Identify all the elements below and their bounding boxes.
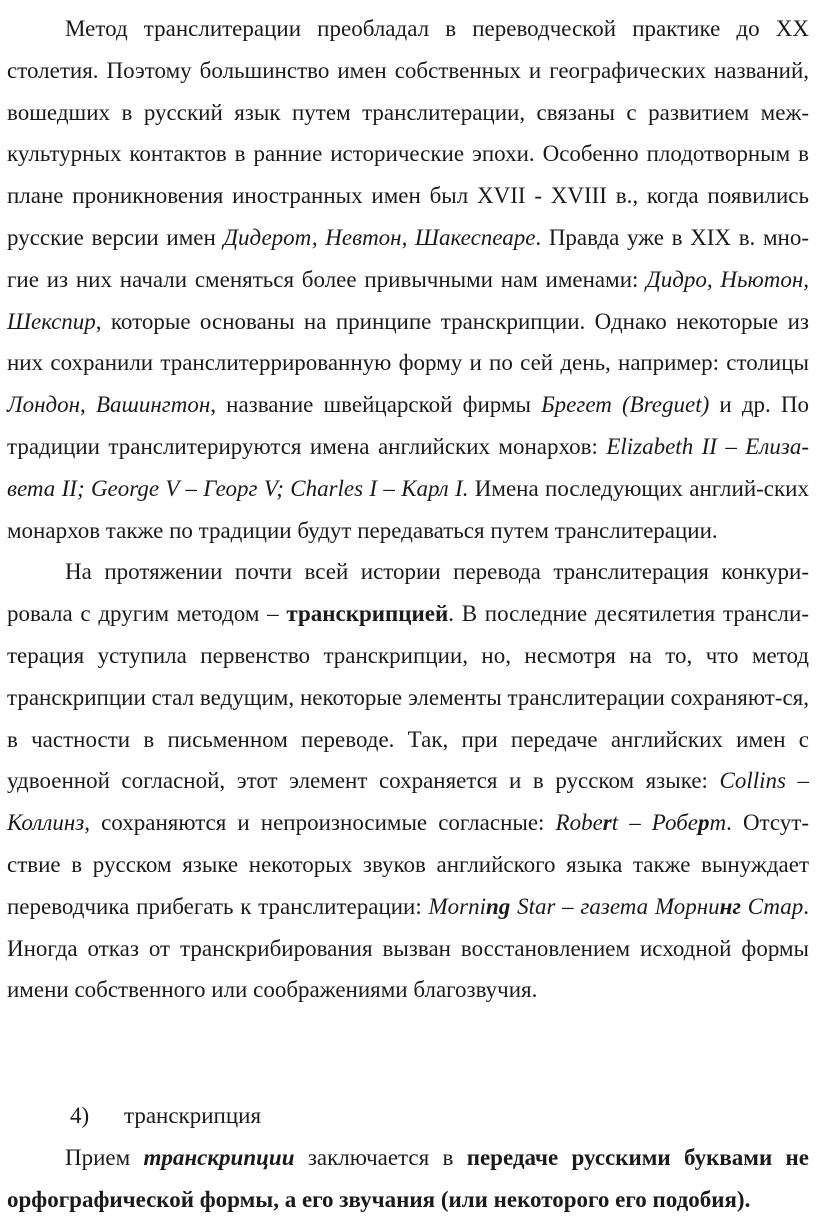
text: , (80, 392, 96, 418)
bold-definition: передаче русскими буквами не орфографической формы, а его звучания (или некоторого его подобия). (7, 1144, 809, 1212)
text: Прием (65, 1144, 144, 1170)
bold-term: транскрипцией (286, 601, 449, 627)
italic-example: Elizabeth II – Елиза-вета II; George V – Георг V; Charles I – Карл I. (7, 433, 809, 501)
italic-example: Robert – Роберт (555, 810, 727, 836)
italic-example: Дидерот, Невтон, Шакеспеаре (223, 224, 536, 250)
paragraph-transliteration-history (7, 8, 809, 551)
text: и др. По традиции транслитерируются имена английских монархов: (7, 392, 810, 459)
list-item-transcription (7, 1095, 809, 1137)
italic-example: Дидро, Ньютон, Шекспир (7, 266, 809, 334)
spacer (7, 1011, 809, 1095)
list-label: транскрипция (124, 1103, 262, 1129)
italic-example: Вашингтон (95, 392, 211, 418)
text: . В последние десятилетия трансли-терация уступила первенство транскрипции, но, несмотря на то, что метод транскрипции стал ведущим, некоторые элементы транслитерации сохраняют-ся, в частности в письменном переводе. Так, при передаче английских имен с удвоенной согласной, этот элемент сохраняется и в русском языке: (7, 601, 809, 794)
text: . Иногда отказ от транскрибирования вызван восстановлением исходной формы имени собственного или соображениями благозвучия. (7, 893, 809, 1003)
text: , сохраняются и непроизносимые согласные: (84, 810, 556, 836)
text: . Правда уже в XIX в. мно-гие из них начали сменяться более привычными нам именами: (7, 224, 809, 292)
text: Метод транслитерации преобладал в переводческой практике до XX столетия. Поэтому большинство имен собственных и географических названий, вошедших в русский язык путем транслитерации, связаны с развитием меж-культурных контактов в ранние исторические эпохи. Особенно плодотворным в плане проникновения иностранных имен был XVII - XVIII в., когда появились русские версии имен (7, 16, 809, 250)
paragraph-transcription-definition (7, 1137, 809, 1221)
text: , которые основаны на принципе транскрипции. Однако некоторые из них сохранили транслитеррированную форму и по сей день, например: столицы (7, 308, 809, 376)
text: . Отсут-ствие в русском языке некоторых звуков английского языка также вынуждает переводчика прибегать к транслитерации: (7, 810, 809, 919)
italic-example: Collins – Коллинз (7, 768, 809, 836)
list-number: 4) (70, 1103, 90, 1129)
italic-example: Лондон (7, 392, 81, 418)
italic-example: Morning Star – газета Морнинг Стар (428, 893, 804, 919)
text: На протяжении почти всей истории перевода транслитерация конкури-ровала с другим методом – (7, 559, 809, 627)
paragraph-transliteration-vs-transcription (7, 551, 809, 1011)
text: Имена последующих англий-ских монархов также по традиции будут передаваться путем транслитерации. (7, 475, 809, 543)
text: , название швейцарской фирмы (210, 392, 542, 418)
italic-example: Брегет (Breguet) (541, 392, 710, 418)
text: заключается в (294, 1144, 467, 1170)
bold-italic-term: транскрипции (143, 1144, 295, 1170)
